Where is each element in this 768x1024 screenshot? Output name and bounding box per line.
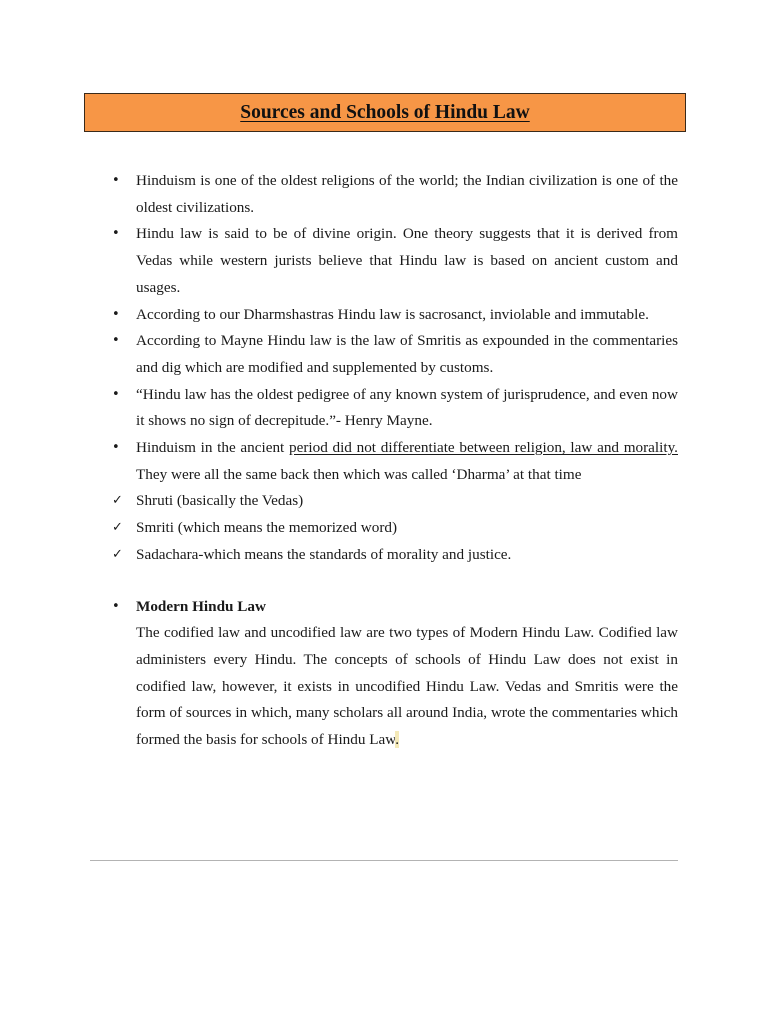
check-item bbox=[112, 488, 678, 515]
list-item-text-start: Hinduism in the ancient bbox=[136, 439, 289, 457]
section-body: The codified law and uncodified law are two types of Modern Hindu Law. Codified law administers every Hindu. The concepts of schools of Hindu Law does not exist in codified law, however, it exists in uncodified Hindu Law. Vedas and Smritis were the form of sources in which, many scholars all around India, wrote the commentaries which formed the basis for schools of Hindu Law bbox=[136, 624, 678, 749]
check-item-text: Smriti (which means the memorized word) bbox=[136, 519, 398, 537]
checkmark-icon: ✓ bbox=[112, 546, 123, 562]
underlined-phrase: period did not differentiate between religion, law and morality. bbox=[288, 439, 678, 457]
page-title: Sources and Schools of Hindu Law bbox=[240, 101, 530, 123]
list-item-text: Hinduism is one of the oldest religions of the world; the Indian civilization is one of the oldest civilizations. bbox=[136, 172, 678, 216]
section-paragraph bbox=[136, 620, 678, 754]
list-item bbox=[112, 302, 678, 329]
list-item bbox=[112, 382, 678, 435]
list-item-text: According to our Dharmshastras Hindu law is sacrosanct, inviolable and immutable. bbox=[136, 305, 649, 323]
check-item-text: Sadachara-which means the standards of morality and justice. bbox=[136, 545, 512, 563]
checkmark-icon: ✓ bbox=[112, 520, 123, 536]
list-item bbox=[112, 435, 678, 488]
title-banner bbox=[84, 93, 686, 132]
modern-section bbox=[112, 594, 678, 754]
bullet-icon: • bbox=[112, 173, 120, 188]
check-item bbox=[112, 542, 678, 569]
bullet-icon: • bbox=[112, 333, 120, 349]
check-item bbox=[112, 515, 678, 542]
list-item bbox=[112, 221, 678, 301]
list-item bbox=[112, 328, 678, 381]
list-item bbox=[112, 168, 678, 221]
checkmark-icon: ✓ bbox=[112, 493, 123, 509]
bullet-icon: • bbox=[112, 386, 120, 402]
list-item-text: According to Mayne Hindu law is the law of Smritis as expounded in the commentaries and dig which are modified and supplemented by customs. bbox=[136, 332, 678, 376]
bullet-icon: • bbox=[112, 598, 120, 614]
bullet-list bbox=[112, 168, 678, 754]
bullet-icon: • bbox=[112, 226, 120, 242]
check-item-text: Shruti (basically the Vedas) bbox=[136, 492, 304, 510]
list-item-text: “Hindu law has the oldest pedigree of any known system of jurisprudence, and even now it shows no sign of decrepitude.”- Henry Mayne. bbox=[136, 385, 678, 430]
bullet-icon: • bbox=[112, 440, 120, 456]
document-body bbox=[112, 168, 678, 754]
list-item-text-end: They were all the same back then which was called ‘Dharma’ at that time bbox=[136, 465, 582, 483]
page-divider bbox=[90, 860, 678, 861]
list-item-text: Hindu law is said to be of divine origin. One theory suggests that it is derived from Vedas while western jurists believe that Hindu law is based on ancient custom and usages. bbox=[136, 225, 678, 296]
section-heading: Modern Hindu Law bbox=[136, 597, 266, 615]
bullet-icon: • bbox=[112, 306, 120, 322]
trailing-period: . bbox=[395, 731, 400, 749]
